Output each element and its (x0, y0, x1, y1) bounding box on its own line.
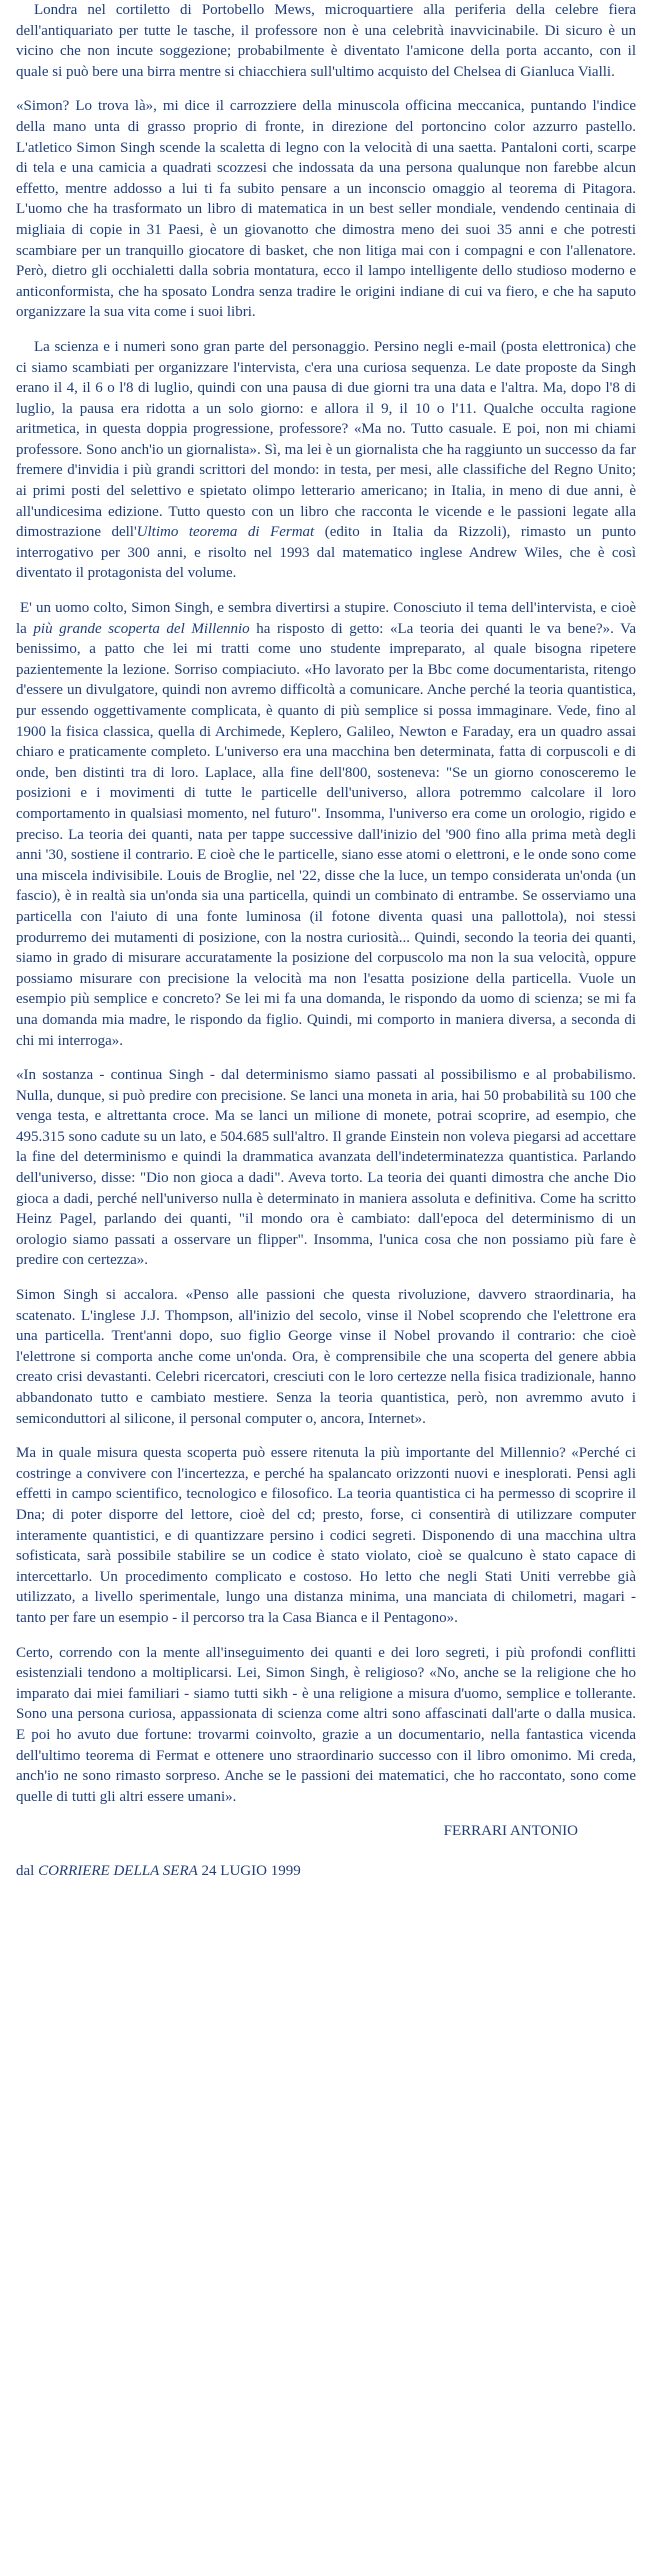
author-signature: FERRARI ANTONIO (443, 1823, 578, 1840)
article-paragraph-8 (16, 1643, 636, 1808)
article-paragraph-4 (16, 598, 636, 1051)
text-run: Ma in quale misura questa scoperta può essere ritenuta la più importante del Millennio? «Perché ci costringe a convivere con l'incertezza, e perché ha spalancato orizzonti nuovi e inesplorati. Pensi agli effetti in campo scientifico, tecnologico e filosofico. La teoria quantistica ci ha permesso di scoprire il Dna; di poter disporre del lettore, cioè del cd; presto, forse, ci consentirà di utilizzare computer interamente quantistici, e di quantizzare persino i codici segreti. Disponendo di una macchina ultra sofisticata, sarà possibile stabilire se un codice è stato violato, cioè se qualcuno è stato capace di intercettarlo. Un procedimento complicato e costoso. Ho letto che negli Stati Uniti verrebbe già utilizzato, a livello sperimentale, lungo una distanza minima, una manciata di chilometri, magari - tanto per fare un esempio - il percorso tra la Casa Bianca e il Pentagono». (16, 1445, 636, 1626)
text-run: La scienza e i numeri sono gran parte del personaggio. Persino negli e-mail (posta elettronica) che ci siamo scambiati per organizzare l'intervista, c'era una curiosa sequenza. Le date proposte da Singh erano il 4, il 6 o l'8 di luglio, quindi con una pausa di due giorni tra una data e l'altra. Ma, dopo l'8 di luglio, la pausa era ridotta a un solo giorno: e allora il 9, il 10 o l'11. Qualche occulta ragione aritmetica, in questa doppia progressione, professore? «Ma no. Tutto casuale. E poi, non mi chiami professore. Sono anch'io un giornalista». Sì, ma lei è un giornalista che ha raggiunto un successo da far fremere d'invidia i più grandi scrittori del mondo: in testa, per mesi, alle classifiche del Regno Unito; ai primi posti del selettivo e spietato olimpo letterario americano; in Italia, in meno di due anni, è all'undicesima edizione. Tutto questo con un libro che racconta le vicende e le passioni legate alla dimostrazione dell' (16, 338, 636, 541)
text-run: (edito in Italia da Rizzoli), rimasto un punto interrogativo per 300 anni, e risolto nel 1993 dal matematico inglese Andrew Wiles, che è così diventato il protagonista del volume. (16, 524, 637, 582)
article (16, 0, 636, 1881)
article-paragraph-5 (16, 1065, 636, 1271)
text-run: «In sostanza - continua Singh - dal determinismo siamo passati al possibilismo e al probabilismo. Nulla, dunque, si può predire con precisione. Se lanci una moneta in aria, hai 50 probabilità su 100 che venga testa, e altrettanta croce. Ma se lanci un milione di monete, potrai scoprire, ad esempio, che 495.315 sono cadute su un lato, e 504.685 sull'altro. Il grande Einstein non voleva piegarsi ad accettare la fine del determinismo e quindi la drammatica avanzata dell'indeterminatezza quantistica. Parlando dell'universo, disse: "Dio non gioca a dadi". Aveva torto. La teoria dei quanti dimostra che anche Dio gioca a dadi, perché nell'universo nulla è determinato in maniera assoluta e definitiva. Come ha scritto Heinz Pagel, parlando dei quanti, "il mondo ora è cambiato: dall'epoca del determinismo di un orologio siamo passati a osservare un flipper". Insomma, l'unica cosa che non possiamo più fare è predire con certezza». (16, 1067, 636, 1269)
text-run: Londra nel cortiletto di Portobello Mews, microquartiere alla periferia della celebre fiera dell'antiquariato per tutte le tasche, il professore non è una celebrità inavvicinabile. Di sicuro è un vicino che non incute soggezione; probabilmente è diventato l'amicone della porta accanto, con il quale si può bere una birra mentre si chiacchiera sull'ultimo acquisto del Chelsea di Gianluca Vialli. (16, 2, 636, 80)
text-run: 24 LUGIO 1999 (197, 1863, 301, 1880)
text-run: E' un uomo colto, Simon Singh, e sembra divertirsi a stupire. Conosciuto il tema dell'intervista, e cioè la (16, 600, 636, 637)
source-line (16, 1861, 636, 1881)
book-title-italic: Ultimo teorema di Fermat (136, 524, 315, 541)
article-paragraph-1 (16, 0, 636, 82)
newspaper-name-italic: CORRIERE DELLA SERA (38, 1863, 198, 1880)
article-paragraph-3 (16, 337, 636, 584)
article-paragraph-7 (16, 1443, 636, 1628)
text-run: dal (16, 1863, 39, 1880)
text-run: Simon Singh si accalora. «Penso alle passioni che questa rivoluzione, davvero straordinaria, ha scatenato. L'inglese J.J. Thompson, all'inizio del secolo, vinse il Nobel scoprendo che l'elettrone era una particella. Trent'anni dopo, suo figlio George vinse il Nobel provando il contrario: che cioè l'elettrone si comporta anche come un'onda. Ora, è comprensibile che una scoperta del genere abbia creato crisi devastanti. Celebri ricercatori, cresciuti con le loro certezze nella fisica tradizionale, hanno abbandonato tutto e cambiato mestiere. Senza la teoria quantistica, però, non avremmo avuto i semiconduttori al silicone, il personal computer o, ancora, Internet». (16, 1287, 636, 1427)
text-run: ha risposto di getto: «La teoria dei quanti le va bene?». Va benissimo, a patto che lei mi tratti come uno studente impreparato, al quale bisogna ripetere pazientemente la lezione. Sorriso compiaciuto. «Ho lavorato per la Bbc come documentarista, ritengo d'essere un divulgatore, quindi non avremo difficoltà a comunicare. Anche perché la teoria quantistica, pur essendo oggettivamente complicata, è quanto di più semplice si possa immaginare. Vede, fino al 1900 la fisica classica, quella di Archimede, Keplero, Galileo, Newton e Faraday, era un quadro assai chiaro e praticamente completo. L'universo era una macchina ben determinata, fatta di corpuscoli e di onde, ben distinti tra di loro. Laplace, alla fine dell'800, sosteneva: "Se un giorno conosceremo le posizioni e i movimenti di tutte le particelle dell'universo, allora potremmo calcolare il loro comportamento in qualsiasi momento, nel futuro". Insomma, l'universo era come un orologio, rigido e preciso. La teoria dei quanti, nata per tappe successive dall'inizio del '900 fino alla prima metà degli anni '30, sostiene il contrario. E cioè che le particelle, siano esse atomi o elettroni, e le onde sono come una miscela indivisibile. Louis de Broglie, nel '22, disse che la luce, un tempo considerata un'onda (un fascio), è in realtà sia un'onda sia una particella, quindi un combinato di entrambe. Se osserviamo una particella con l'aiuto di una fonte luminosa (il fotone diventa quasi una pallottola), noi stessi produrremo dei mutamenti di posizione, con la nostra curiosità... Quindi, secondo la teoria dei quanti, siamo in grado di misurare accuratamente la posizione del corpuscolo ma non la sua velocità, oppure possiamo misurare con precisione la velocità ma non l'esatta posizione della particella. Vuole un esempio più semplice e concreto? Se lei mi fa una domanda, le rispondo da uomo di scienza; se mi fa una domanda mia madre, le rispondo da figlio. Quindi, mi comporto in maniera diversa, a seconda di chi mi interroga». (16, 620, 637, 1049)
emphasis-italic: più grande scoperta del Millennio (33, 620, 250, 637)
text-run: «Simon? Lo trova là», mi dice il carrozziere della minuscola officina meccanica, puntando l'indice della mano unta di grasso proprio di fronte, in direzione del portoncino color azzurro pastello. L'atletico Simon Singh scende la scaletta di legno con la velocità di una saetta. Pantaloni corti, scarpe di tela e una camicia a quadrati scozzesi che indossata da una persona qualunque non farebbe alcun effetto, mentre addosso a lui ti fa subito pensare a un inconscio omaggio al teorema di Pitagora. L'uomo che ha trasformato un libro di matematica in un best seller mondiale, vendendo centinaia di migliaia di copie in 31 Paesi, è un giovanotto che dimostra meno dei suoi 35 anni e che potresti scambiare per un tranquillo giocatore di basket, che non litiga mai con i compagni e con l'allenatore. Però, dietro gli occhialetti dalla sobria montatura, ecco il lampo intelligente dello studioso moderno e anticonformista, che ha sposato Londra senza tradire le origini indiane di cui va fiero, e che ha saputo organizzare la sua vita come i suoi libri. (16, 98, 636, 321)
article-paragraph-2 (16, 96, 636, 323)
text-run: Certo, correndo con la mente all'inseguimento dei quanti e dei loro segreti, i più profondi conflitti esistenziali tendono a moltiplicarsi. Lei, Simon Singh, è religioso? «No, anche se la religione che ho imparato dai miei familiari - siamo tutti sikh - è una religione a misura d'uomo, semplice e tollerante. Sono una persona curiosa, appassionata di scienza come altri sono affascinati dall'arte o dalla musica. E poi ho avuto due fortune: trovarmi coinvolto, grazie a un documentario, nella fantastica vicenda dell'ultimo teorema di Fermat e ottenere uno straordinario successo con il libro omonimo. Mi creda, anch'io ne sono rimasto sorpreso. Anche se le passioni dei matematici, che ho raccontato, sono come quelle di tutti gli altri essere umani». (16, 1644, 636, 1805)
article-paragraph-6 (16, 1285, 636, 1429)
